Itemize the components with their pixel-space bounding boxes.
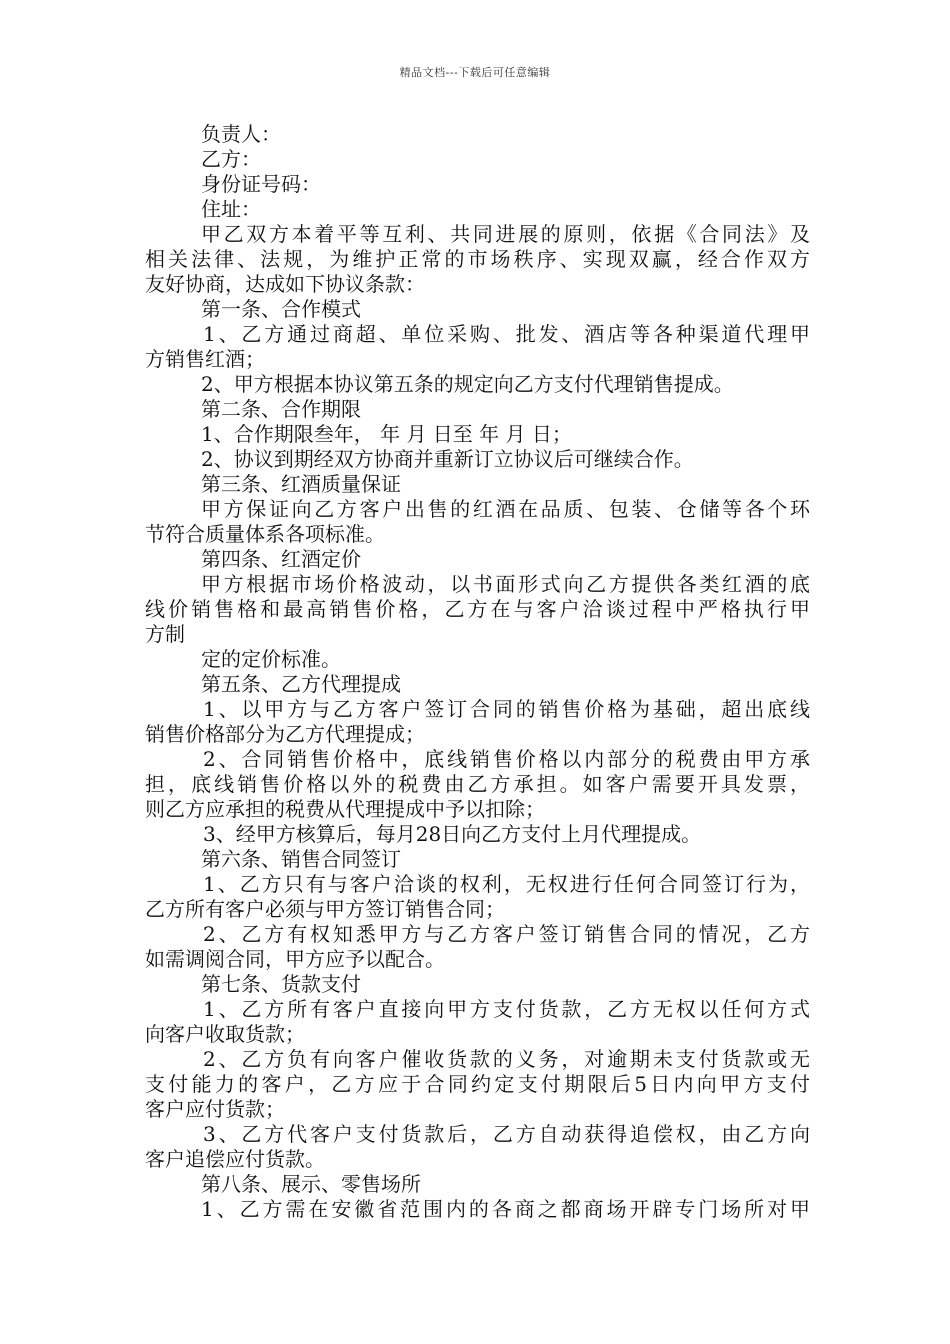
text-line: 方制 — [145, 622, 185, 646]
text-line: 销售价格部分为乙方代理提成； — [145, 722, 425, 746]
text-line: 客户追偿应付货款。 — [145, 1147, 325, 1171]
text-line: 身份证号码： — [201, 172, 321, 196]
text-line: 乙方所有客户必须与甲方签订销售合同； — [145, 897, 505, 921]
section-heading: 第四条、红酒定价 — [201, 547, 361, 571]
text-line: 节符合质量体系各项标准。 — [145, 522, 385, 546]
text-line: 负责人： — [201, 122, 281, 146]
section-heading: 第一条、合作模式 — [201, 297, 361, 321]
text-line: 客户应付货款； — [145, 1097, 285, 1121]
text-line: 1、乙方只有与客户洽谈的权利，无权进行任何合同签订行为， — [203, 872, 810, 896]
section-heading: 第六条、销售合同签订 — [201, 847, 401, 871]
section-heading: 第七条、货款支付 — [201, 972, 361, 996]
text-line: 3、乙方代客户支付货款后，乙方自动获得追偿权，由乙方向 — [203, 1122, 810, 1146]
text-line: 支付能力的客户，乙方应于合同约定支付期限后5日内向甲方支付 — [145, 1072, 810, 1096]
text-line: 相关法律、法规，为维护正常的市场秩序、实现双赢，经合作双方 — [145, 247, 810, 271]
text-line: 甲乙双方本着平等互利、共同进展的原则，依据《合同法》及 — [201, 222, 810, 246]
text-line: 友好协商，达成如下协议条款： — [145, 272, 425, 296]
text-line: 2、甲方根据本协议第五条的规定向乙方支付代理销售提成。 — [201, 372, 734, 396]
section-heading: 第三条、红酒质量保证 — [201, 472, 401, 496]
text-line: 向客户收取货款； — [145, 1022, 305, 1046]
text-line: 1、乙方所有客户直接向甲方支付货款，乙方无权以任何方式 — [203, 997, 810, 1021]
text-line: 如需调阅合同，甲方应予以配合。 — [145, 947, 445, 971]
document-body — [145, 122, 810, 1222]
text-line: 2、乙方负有向客户催收货款的义务，对逾期未支付货款或无 — [203, 1047, 810, 1071]
text-line: 1、合作期限叁年， 年 月 日至 年 月 日； — [201, 422, 572, 446]
text-line: 方销售红酒； — [145, 347, 265, 371]
text-line: 2、乙方有权知悉甲方与乙方客户签订销售合同的情况，乙方 — [203, 922, 810, 946]
text-line: 1、以甲方与乙方客户签订合同的销售价格为基础，超出底线 — [203, 697, 810, 721]
text-line: 2、合同销售价格中，底线销售价格以内部分的税费由甲方承 — [203, 747, 810, 771]
text-line: 乙方： — [201, 147, 261, 171]
section-heading: 第五条、乙方代理提成 — [201, 672, 401, 696]
text-line: 定的定价标准。 — [201, 647, 341, 671]
text-line: 1、乙方需在安徽省范围内的各商之都商场开辟专门场所对甲 — [201, 1197, 810, 1221]
text-line: 甲方根据市场价格波动，以书面形式向乙方提供各类红酒的底 — [201, 572, 810, 596]
page-header: 精品文档---下载后可任意编辑 — [399, 66, 551, 79]
text-line: 甲方保证向乙方客户出售的红酒在品质、包装、仓储等各个环 — [201, 497, 810, 521]
text-line: 2、协议到期经双方协商并重新订立协议后可继续合作。 — [201, 447, 694, 471]
text-line: 线价销售格和最高销售价格，乙方在与客户洽谈过程中严格执行甲 — [145, 597, 810, 621]
section-heading: 第二条、合作期限 — [201, 397, 361, 421]
text-line: 3、经甲方核算后，每月28日向乙方支付上月代理提成。 — [203, 822, 702, 846]
text-line: 则乙方应承担的税费从代理提成中予以扣除； — [145, 797, 545, 821]
text-line: 住址： — [201, 197, 261, 221]
section-heading: 第八条、展示、零售场所 — [201, 1172, 421, 1196]
text-line: 1、乙方通过商超、单位采购、批发、酒店等各种渠道代理甲 — [203, 322, 810, 346]
text-line: 担，底线销售价格以外的税费由乙方承担。如客户需要开具发票， — [145, 772, 810, 796]
